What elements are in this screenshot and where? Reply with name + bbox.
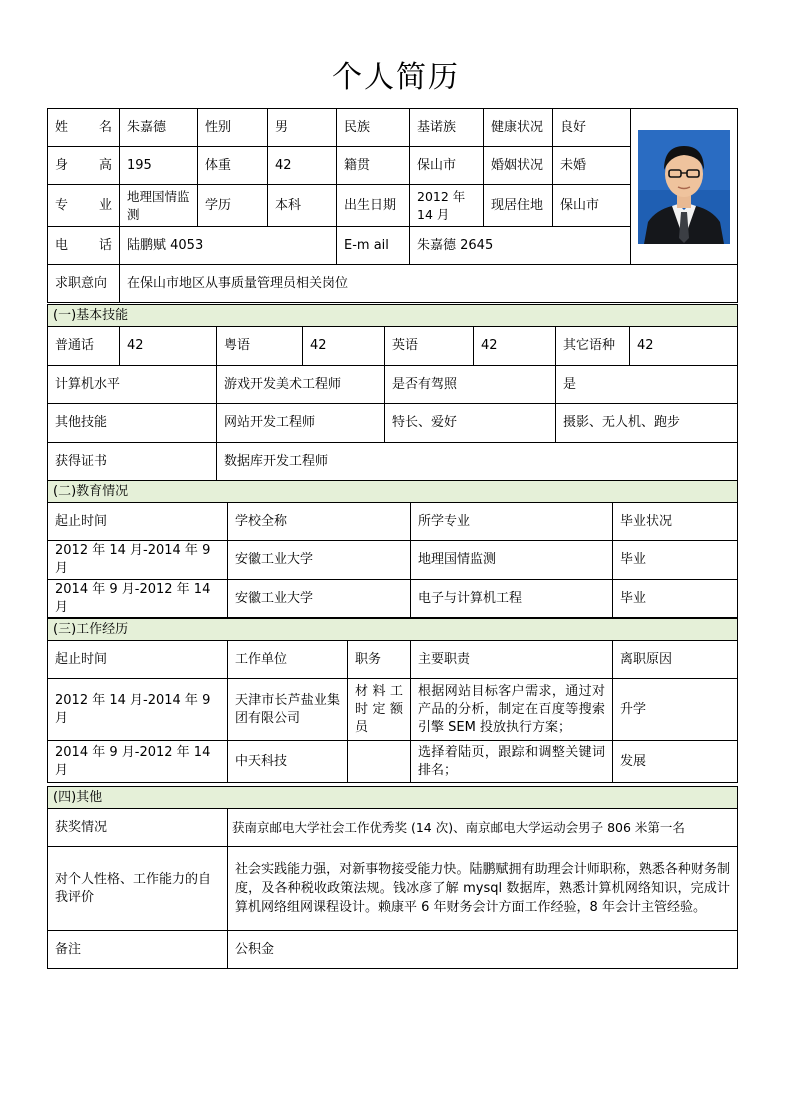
- birth-value: 2012 年 14 月: [410, 185, 484, 227]
- marital-value: 未婚: [553, 147, 631, 185]
- work-reason: 发展: [613, 741, 738, 783]
- other-lang-value: 42: [630, 327, 738, 366]
- edu-status: 毕业: [613, 541, 738, 580]
- phone-label: 电 话: [48, 227, 120, 265]
- work-header-company: 工作单位: [228, 641, 348, 679]
- health-label: 健康状况: [484, 109, 553, 147]
- work-company: 天津市长芦盐业集团有限公司: [228, 679, 348, 741]
- major-value: 地理国情监测: [120, 185, 198, 227]
- other-skill-label: 其他技能: [48, 404, 217, 443]
- education-table: [47, 480, 738, 618]
- portrait-photo: [638, 130, 730, 244]
- edu-period: 2012 年 14 月-2014 年 9 月: [48, 541, 228, 580]
- edu-status: 毕业: [613, 580, 738, 618]
- weight-label: 体重: [198, 147, 268, 185]
- work-duties: 根据网站目标客户需求，通过对产品的分析，制定在百度等搜索引擎 SEM 投放执行方案；: [411, 679, 613, 741]
- work-header-period: 起止时间: [48, 641, 228, 679]
- birth-label: 出生日期: [337, 185, 410, 227]
- edu-school: 安徽工业大学: [228, 580, 411, 618]
- work-header-duties: 主要职责: [411, 641, 613, 679]
- work-header-position: 职务: [348, 641, 411, 679]
- english-value: 42: [474, 327, 556, 366]
- eval-label: 对个人性格、工作能力的自我评价: [48, 847, 228, 931]
- work-company: 中天科技: [228, 741, 348, 783]
- residence-value: 保山市: [553, 185, 631, 227]
- table-row: [48, 679, 738, 741]
- edu-major: 电子与计算机工程: [411, 580, 613, 618]
- email-value: 朱嘉德 2645: [410, 227, 631, 265]
- origin-label: 籍贯: [337, 147, 410, 185]
- edu-header-major: 所学专业: [411, 503, 613, 541]
- work-header-reason: 离职原因: [613, 641, 738, 679]
- name-value: 朱嘉德: [120, 109, 198, 147]
- english-label: 英语: [385, 327, 474, 366]
- computer-label: 计算机水平: [48, 366, 217, 404]
- page-title: 个人简历: [332, 60, 460, 95]
- ethnicity-label: 民族: [337, 109, 410, 147]
- edu-header-status: 毕业状况: [613, 503, 738, 541]
- objective-label: 求职意向: [48, 265, 120, 303]
- cantonese-label: 粤语: [217, 327, 303, 366]
- ethnicity-value: 基诺族: [410, 109, 484, 147]
- license-label: 是否有驾照: [385, 366, 556, 404]
- note-value: 公积金: [228, 931, 738, 969]
- name-label: 姓 名: [48, 109, 120, 147]
- edu-major: 地理国情监测: [411, 541, 613, 580]
- computer-value: 游戏开发美术工程师: [217, 366, 385, 404]
- note-label: 备注: [48, 931, 228, 969]
- work-position: [348, 741, 411, 783]
- mandarin-label: 普通话: [48, 327, 120, 366]
- eval-value: 社会实践能力强，对新事物接受能力快。陆鹏赋拥有助理会计师职称，熟悉各种财务制度，及各种税收政策法规。钱冰彦了解 mysql 数据库，熟悉计算机网络知识，完成计算机网络组网课程设计。赖康平 6 年财务会计方面工作经验，8 年会计主管经验。: [228, 847, 738, 931]
- edu-school: 安徽工业大学: [228, 541, 411, 580]
- education-section-title: (二)教育情况: [48, 481, 738, 503]
- work-reason: 升学: [613, 679, 738, 741]
- objective-value: 在保山市地区从事质量管理员相关岗位: [120, 265, 738, 303]
- table-row: [48, 741, 738, 783]
- table-row: [48, 541, 738, 580]
- weight-value: 42: [268, 147, 337, 185]
- origin-value: 保山市: [410, 147, 484, 185]
- gender-value: 男: [268, 109, 337, 147]
- skills-table: [47, 304, 738, 481]
- other-skill-value: 网站开发工程师: [217, 404, 385, 443]
- gender-label: 性别: [198, 109, 268, 147]
- other-table: [47, 786, 738, 969]
- height-value: 195: [120, 147, 198, 185]
- award-label: 获奖情况: [48, 809, 228, 847]
- email-label: E-m ail: [337, 227, 410, 265]
- work-position: 材料工时定额员: [348, 679, 411, 741]
- major-label: 专 业: [48, 185, 120, 227]
- hobby-value: 摄影、无人机、跑步: [556, 404, 738, 443]
- other-lang-label: 其它语种: [556, 327, 630, 366]
- health-value: 良好: [553, 109, 631, 147]
- degree-label: 学历: [198, 185, 268, 227]
- other-section-title: (四)其他: [48, 787, 738, 809]
- residence-label: 现居住地: [484, 185, 553, 227]
- edu-header-school: 学校全称: [228, 503, 411, 541]
- mandarin-value: 42: [120, 327, 217, 366]
- license-value: 是: [556, 366, 738, 404]
- award-value: 获南京邮电大学社会工作优秀奖 (14 次)、南京邮电大学运动会男子 806 米第一名: [228, 809, 738, 847]
- hobby-label: 特长、爱好: [385, 404, 556, 443]
- height-label: 身 高: [48, 147, 120, 185]
- photo-cell: [631, 109, 738, 265]
- work-table: [47, 618, 738, 783]
- cantonese-value: 42: [303, 327, 385, 366]
- phone-value: 陆鹏赋 4053: [120, 227, 337, 265]
- work-duties: 选择着陆页，跟踪和调整关键词排名；: [411, 741, 613, 783]
- edu-period: 2014 年 9 月-2012 年 14 月: [48, 580, 228, 618]
- work-period: 2014 年 9 月-2012 年 14 月: [48, 741, 228, 783]
- degree-value: 本科: [268, 185, 337, 227]
- basic-info-table: [47, 108, 738, 303]
- table-row: [48, 580, 738, 618]
- work-period: 2012 年 14 月-2014 年 9 月: [48, 679, 228, 741]
- skills-section-title: (一)基本技能: [48, 305, 738, 327]
- work-section-title: (三)工作经历: [48, 619, 738, 641]
- edu-header-period: 起止时间: [48, 503, 228, 541]
- cert-label: 获得证书: [48, 443, 217, 481]
- cert-value: 数据库开发工程师: [217, 443, 738, 481]
- marital-label: 婚姻状况: [484, 147, 553, 185]
